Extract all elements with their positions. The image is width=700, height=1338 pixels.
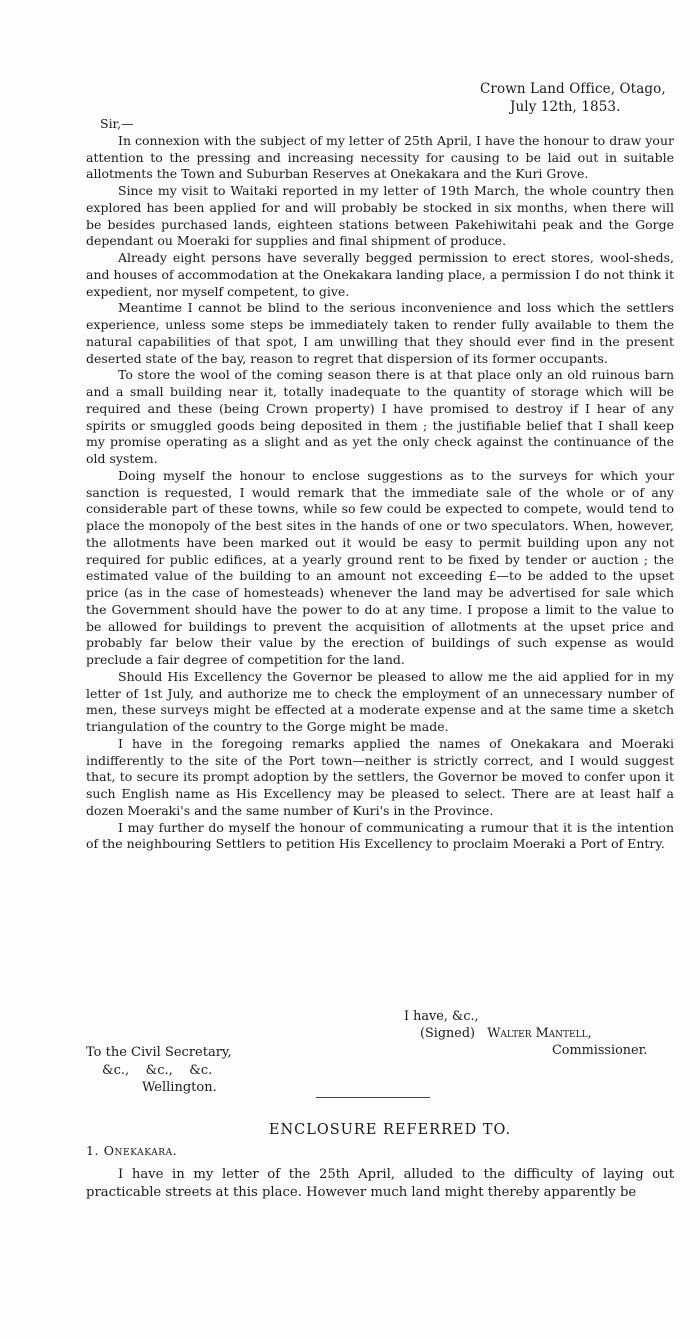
address-line-1: To the Civil Secretary, bbox=[86, 1045, 232, 1060]
closing-block bbox=[400, 1008, 670, 1059]
section-label: 1. Onekakara. bbox=[86, 1143, 178, 1158]
office-line: Crown Land Office, Otago, bbox=[480, 81, 666, 97]
address-block bbox=[86, 1044, 346, 1097]
signatory-title: Commissioner. bbox=[552, 1043, 648, 1058]
paragraph-9: I may further do myself the honour of communicating a rumour that it is the intention of the neighbouring Settlers to petition His Excellency to proclaim Moeraki a Port of Entry. bbox=[86, 819, 674, 852]
divider-rule bbox=[316, 1097, 430, 1098]
address-line-3: Wellington. bbox=[142, 1080, 217, 1095]
enclosure-body bbox=[86, 1166, 674, 1201]
paragraph-6: Doing myself the honour to enclose suggestions as to the surveys for which your sanction is requested, I would remark that the immediate sale of the whole or of any considerable part of these towns, while so few could be expected to compete, would tend to place the monopoly of the best sites in the hands of one or two speculators. When, however, the allotments have been marked out it would be easy to permit building upon any not required for public edifices, at a yearly ground rent to be fixed by tender or auction ; the estimated value of the building to an amount not exceeding £—to be added to the upset price (as in the case of homesteads) whenever the land may be advertised for sale which the Government should have the power to do at any time. I propose a limit to the value to be allowed for buildings to prevent the acquisition of allotments at the upset price and probably far below their value by the erection of buildings of such expense as would preclude a fair degree of competition for the land. bbox=[86, 467, 674, 667]
dateline bbox=[480, 80, 680, 116]
paragraph-2: Since my visit to Waitaki reported in my letter of 19th March, the whole country then explored has been applied for and will probably be stocked in six months, when there will be besides purchased lands, eighteen stations between Pakehiwitahi peak and the Gorge dependant ou Moeraki for supplies and final shipment of produce. bbox=[86, 183, 674, 249]
signed-prefix: (Signed) bbox=[420, 1026, 476, 1041]
paragraph-7: Should His Excellency the Governor be pleased to allow me the aid applied for in my letter of 1st July, and authorize me to check the employment of an unnecessary number of men, these surveys might be effected at a moderate expense and at the same time a sketch triangulation of the country to the Gorge might be made. bbox=[86, 668, 674, 734]
date-line: July 12th, 1853. bbox=[510, 99, 621, 115]
paragraph-4: Meantime I cannot be blind to the serious inconvenience and loss which the settlers experience, unless some steps be immediately taken to render fully available to them the natural capabilities of that spot, I am unwilling that they should ever find in the present deserted state of the bay, reason to regret that dispersion of its former occupants. bbox=[86, 300, 674, 366]
paragraph-1: In connexion with the subject of my letter of 25th April, I have the honour to draw your attention to the pressing and increasing necessity for causing to be laid out in suitable allotments the Town and Suburban Reserves at Onekakara and the Kuri Grove. bbox=[86, 132, 674, 182]
letter-body bbox=[86, 116, 674, 853]
paragraph-8: I have in the foregoing remarks applied the names of Onekakara and Moeraki indifferently to the site of the Port town—neither is strictly correct, and I would suggest that, to secure its prompt adoption by the settlers, the Governor be moved to confer upon it such English name as His Excellency may be pleased to select. There are at least half a dozen Moeraki's and the same number of Kuri's in the Province. bbox=[86, 735, 674, 818]
paragraph-5: To store the wool of the coming season there is at that place only an old ruinous barn and a small building near it, totally inadequate to the quantity of storage which will be required and these (being Crown property) I have promised to destroy if I hear of any spirits or smuggled goods being deposited in them ; the justifiable belief that I shall keep my promise operating as a slight and as yet the only check against the continuance of the old system. bbox=[86, 367, 674, 466]
address-line-2: &c., &c., &c. bbox=[102, 1062, 213, 1078]
valediction: I have, &c., bbox=[404, 1009, 479, 1024]
salutation: Sir,— bbox=[100, 116, 134, 131]
signature-line bbox=[400, 1025, 670, 1042]
paragraph-3: Already eight persons have severally begged permission to erect stores, wool-sheds, and houses of accommodation at the Onekakara landing place, a permission I do not think it expedient, nor myself competent, to give. bbox=[86, 250, 674, 299]
signatory-name: Walter Mantell, bbox=[487, 1026, 592, 1041]
enclosure-paragraph: I have in my letter of the 25th April, alluded to the difficulty of laying out practicable streets at this place. However much land might thereby apparently be bbox=[86, 1167, 674, 1200]
enclosure-heading: ENCLOSURE REFERRED TO. bbox=[268, 1122, 512, 1138]
